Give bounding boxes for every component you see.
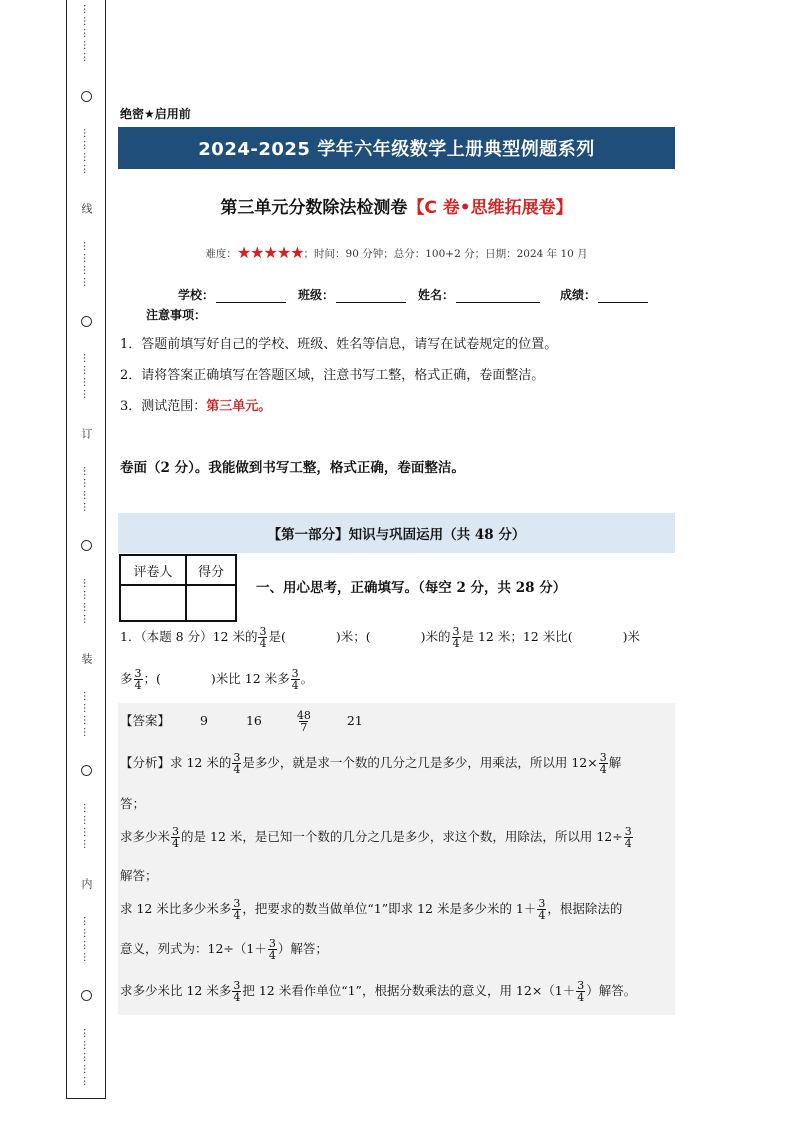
neatness-statement: 卷面（2 分）。我能做到书写工整，格式正确，卷面整洁。 (120, 460, 465, 476)
binding-mark-bind: 装 (80, 652, 93, 664)
section-title: 【第一部分】知识与巩固运用（共 48 分） (118, 513, 675, 553)
answer-fraction (296, 710, 312, 733)
binding-dots: ………… (81, 240, 92, 289)
analysis-line-1 (120, 752, 621, 775)
binding-margin (66, 0, 106, 1099)
answer-analysis-box (118, 703, 675, 1015)
binding-dots: ………… (81, 465, 92, 514)
analysis-text: 解 (608, 755, 622, 770)
name-field[interactable] (456, 289, 540, 303)
answer-label: 【答案】 (120, 713, 171, 728)
note-item-3-label: 3．测试范围： (120, 399, 207, 414)
grader-table (119, 554, 237, 622)
school-field[interactable] (216, 289, 286, 303)
analysis-text: ）解答； (277, 941, 328, 956)
analysis-text: ，把要求的数当做单位“1”即求 12 米是多少米的 1＋ (242, 901, 537, 916)
fraction-numerator: 3 (233, 979, 241, 992)
class-field[interactable] (336, 289, 406, 303)
fraction (232, 898, 241, 921)
fraction-numerator: 3 (291, 667, 299, 680)
binding-dots: ………… (81, 915, 92, 964)
student-fields (178, 286, 675, 303)
analysis-text: ，根据除法的 (547, 901, 623, 916)
q1-text: 是 12 米；12 米比( )米 (461, 629, 640, 644)
difficulty-label: 难度： (205, 248, 237, 260)
binding-mark-line: 线 (80, 203, 93, 215)
note-item-3-value: 第三单元。 (206, 399, 272, 414)
binding-dots: ………… (81, 578, 92, 627)
score-label-cell: 得分 (186, 555, 236, 585)
fraction-numerator: 3 (624, 825, 632, 838)
fraction-denominator: 4 (233, 991, 241, 1004)
analysis-line-6 (120, 938, 328, 961)
analysis-text: 的是 12 米，是已知一个数的几分之几是多少，求这个数，用除法，所以用 12÷ (181, 829, 623, 844)
analysis-text: 把 12 米看作单位“1”，根据分数乘法的意义，用 12×（1＋ (242, 983, 576, 998)
fraction-numerator: 3 (599, 751, 607, 764)
analysis-text: 意义，列式为：12÷（1＋ (120, 941, 267, 956)
fraction-denominator: 4 (134, 679, 142, 692)
fraction (576, 980, 585, 1003)
fraction-numerator: 3 (233, 751, 241, 764)
exam-title-tag: 【C 卷•思维拓展卷】 (407, 198, 573, 218)
binding-circle (81, 91, 92, 102)
analysis-line-4: 解答； (120, 868, 158, 883)
analysis-line-2: 答； (120, 796, 146, 811)
question-1-line-1 (120, 626, 640, 649)
fraction-numerator: 48 (296, 709, 311, 722)
q1-text: 多 (120, 671, 133, 686)
fraction (258, 626, 267, 649)
q1-text: ；( )米比 12 米多 (143, 671, 290, 686)
answer-value: 9 (200, 713, 208, 728)
binding-dots: ………… (81, 353, 92, 402)
fraction (232, 752, 241, 775)
exam-info (118, 243, 675, 262)
exam-title (118, 193, 675, 218)
score-field[interactable] (598, 289, 648, 303)
answer-value: 16 (245, 713, 262, 728)
score-label: 成绩： (560, 288, 597, 302)
fraction-numerator: 3 (452, 625, 460, 638)
question-group-title: 一、用心思考，正确填写。（每空 2 分，共 28 分） (256, 580, 567, 596)
fraction-denominator: 4 (233, 909, 241, 922)
binding-circle (81, 540, 92, 551)
secret-label: 绝密★启用前 (120, 107, 191, 121)
binding-mark-order: 订 (80, 428, 93, 440)
grader-input-cell[interactable] (120, 585, 186, 621)
fraction-numerator: 3 (134, 667, 142, 680)
analysis-text: 求 12 米比多少米多 (120, 901, 232, 916)
fraction-denominator: 7 (300, 721, 308, 734)
binding-dots: ………… (81, 803, 92, 852)
series-title-banner: 2024-2025 学年六年级数学上册典型例题系列 (118, 127, 675, 169)
fraction (537, 898, 546, 921)
binding-circle (81, 316, 92, 327)
fraction-denominator: 4 (452, 637, 460, 650)
analysis-line-3 (120, 826, 634, 849)
binding-circle (81, 765, 92, 776)
analysis-text: 求多少米 (120, 829, 171, 844)
class-label: 班级： (298, 288, 335, 302)
fraction (624, 826, 633, 849)
binding-mark-inner: 内 (80, 877, 93, 889)
exam-title-main: 第三单元分数除法检测卷 (220, 198, 408, 218)
fraction (291, 668, 300, 691)
analysis-text: 是多少，就是求一个数的几分之几是多少，用乘法，所以用 12× (242, 755, 598, 770)
analysis-line-7 (120, 980, 636, 1003)
q1-text: 。 (300, 671, 314, 686)
binding-dots: …………… (81, 1027, 92, 1088)
fraction-numerator: 3 (259, 625, 267, 638)
fraction-numerator: 3 (233, 897, 241, 910)
note-item-3 (120, 395, 271, 414)
binding-circle (81, 990, 92, 1001)
difficulty-stars: ★★★★★ (236, 243, 304, 262)
notes-title: 注意事项： (146, 308, 207, 322)
question-1-line-2 (120, 668, 313, 691)
grader-label: 评卷人 (120, 555, 186, 585)
score-input-cell[interactable] (186, 585, 236, 621)
analysis-text: 【分析】求 12 米的 (120, 755, 232, 770)
fraction-denominator: 4 (268, 949, 276, 962)
fraction-numerator: 3 (268, 937, 276, 950)
answer-line (120, 710, 363, 733)
fraction-denominator: 4 (172, 837, 180, 850)
q1-text: 是( )米；( )米的 (268, 629, 451, 644)
analysis-line-5 (120, 898, 622, 921)
fraction (171, 826, 180, 849)
note-item-2: 2．请将答案正确填写在答题区域，注意书写工整，格式正确，卷面整洁。 (120, 368, 545, 383)
answer-value: 21 (346, 713, 363, 728)
fraction (599, 752, 608, 775)
fraction-denominator: 4 (233, 763, 241, 776)
fraction (232, 980, 241, 1003)
fraction-numerator: 3 (538, 897, 546, 910)
binding-dots: ………… (81, 690, 92, 739)
analysis-text: 求多少米比 12 米多 (120, 983, 232, 998)
fraction-denominator: 4 (599, 763, 607, 776)
fraction-denominator: 4 (538, 909, 546, 922)
fraction-numerator: 3 (577, 979, 585, 992)
q1-text: 1．（本题 8 分）12 米的 (120, 629, 258, 644)
fraction (268, 938, 277, 961)
fraction (134, 668, 143, 691)
analysis-text: ）解答。 (586, 983, 637, 998)
fraction-denominator: 4 (291, 679, 299, 692)
fraction-denominator: 4 (259, 637, 267, 650)
exam-meta: ；时间：90 分钟；总分：100+2 分；日期：2024 年 10 月 (303, 248, 588, 260)
fraction-denominator: 4 (624, 837, 632, 850)
binding-dots: ………… (81, 128, 92, 177)
fraction (452, 626, 461, 649)
name-label: 姓名： (418, 288, 455, 302)
fraction-numerator: 3 (172, 825, 180, 838)
note-item-1: 1．答题前填写好自己的学校、班级、姓名等信息，请写在试卷规定的位置。 (120, 337, 558, 352)
school-label: 学校： (178, 288, 215, 302)
binding-dots: …………… (81, 4, 92, 64)
fraction-denominator: 4 (577, 991, 585, 1004)
